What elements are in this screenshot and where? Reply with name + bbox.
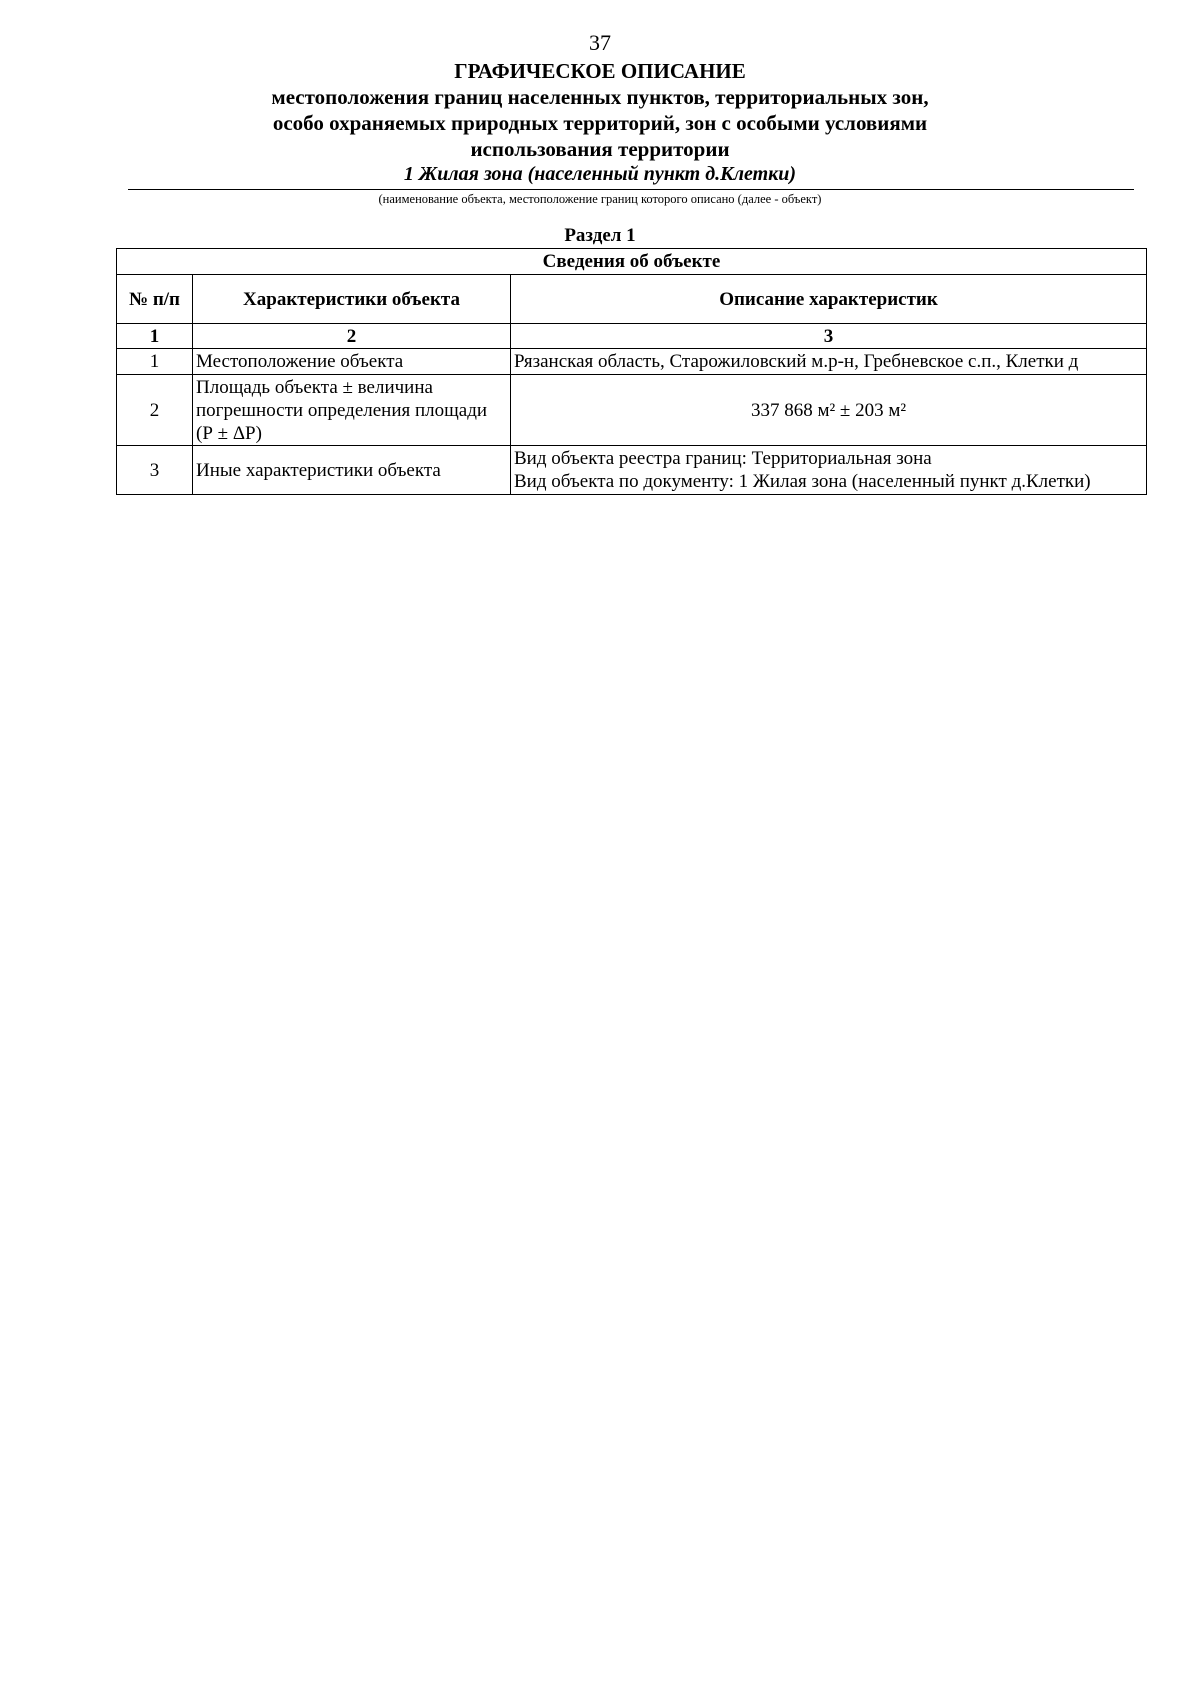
header-characteristic: Характеристики объекта	[193, 275, 511, 324]
object-name-underline	[128, 189, 1134, 190]
document-title: ГРАФИЧЕСКОЕ ОПИСАНИЕ	[454, 59, 746, 83]
row-characteristic: Площадь объекта ± величина погрешности определения площади (Р ± ΔР)	[193, 375, 511, 446]
header-description: Описание характеристик	[511, 275, 1147, 324]
table-row	[117, 375, 1147, 446]
description-line: 337 868 м² ± 203 м²	[750, 399, 907, 421]
description-line: Вид объекта по документу: 1 Жилая зона (населенный пункт д.Клетки)	[514, 471, 1091, 492]
document-subtitle: местоположения границ населенных пунктов, территориальных зон, особо охраняемых природных территорий, зон с особыми условиями использования территории	[271, 85, 929, 161]
row-characteristic: Местоположение объекта	[193, 349, 511, 375]
table-row	[117, 446, 1147, 495]
description-line: Рязанская область, Старожиловский м.р-н, Гребневское с.п., Клетки д	[514, 351, 1079, 372]
object-name-caption: (наименование объекта, местоположение границ которого описано (далее - объект)	[378, 192, 822, 206]
row-number: 3	[117, 446, 193, 495]
description-line: Вид объекта реестра границ: Территориальная зона	[514, 448, 932, 469]
object-name: 1 Жилая зона (населенный пункт д.Клетки)	[403, 163, 797, 185]
column-index-row	[117, 324, 1147, 349]
table-caption-row	[117, 249, 1147, 275]
row-description	[511, 349, 1147, 375]
table-row	[117, 349, 1147, 375]
table-caption: Сведения об объекте	[117, 249, 1147, 275]
header-number: № п/п	[117, 275, 193, 324]
section-title: Раздел 1	[564, 225, 636, 246]
row-description	[511, 446, 1147, 495]
column-index-1: 1	[117, 324, 193, 349]
row-description	[511, 375, 1147, 446]
row-number: 2	[117, 375, 193, 446]
column-index-2: 2	[193, 324, 511, 349]
object-info-table	[116, 248, 1147, 495]
page-number: 37	[589, 30, 611, 55]
table-header-row	[117, 275, 1147, 324]
row-number: 1	[117, 349, 193, 375]
row-characteristic: Иные характеристики объекта	[193, 446, 511, 495]
column-index-3: 3	[511, 324, 1147, 349]
